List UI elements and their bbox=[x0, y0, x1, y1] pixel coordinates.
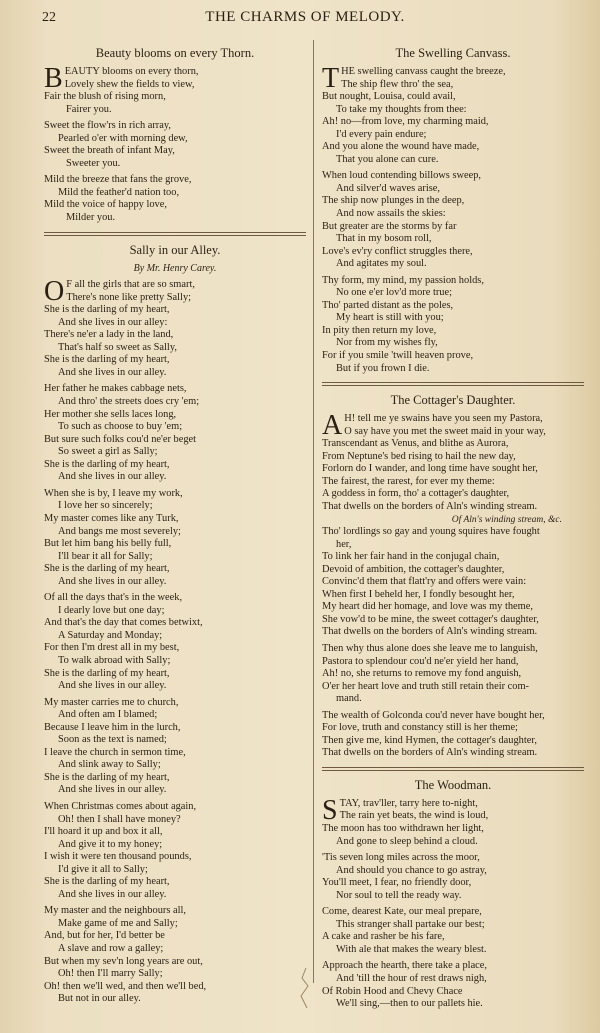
verse-line: And she lives in our alley. bbox=[58, 575, 167, 587]
verse-line: Pearled o'er with morning dew, bbox=[58, 132, 188, 144]
poem-title-swelling: The Swelling Canvass. bbox=[395, 46, 511, 60]
verse-line: O'er her heart love and truth still retain their com- bbox=[322, 680, 530, 692]
verse-line: I love her so sincerely; bbox=[58, 500, 153, 512]
verse-line: She is the darling of my heart, bbox=[44, 304, 170, 316]
verse-line: Sweeter you. bbox=[66, 157, 121, 169]
verse-line: Of all the days that's in the week, bbox=[44, 592, 183, 604]
verse-line: her, bbox=[336, 538, 352, 550]
verse-line: Her mother she sells laces long, bbox=[44, 408, 177, 420]
verse-line: And she lives in our alley. bbox=[58, 366, 167, 378]
verse-line: And you alone the wound have made, bbox=[322, 141, 480, 153]
verse-line: That's half so sweet as Sally, bbox=[58, 341, 177, 353]
verse-line: Nor from my wishes fly, bbox=[336, 337, 438, 349]
verse-line: And she lives in our alley. bbox=[58, 680, 167, 692]
verse-line: TAY, trav'ller, tarry here to-night, bbox=[339, 797, 478, 809]
verse-line: You'll meet, I fear, no friendly door, bbox=[322, 877, 472, 889]
verse-line: We'll sing,—then to our pallets hie. bbox=[336, 998, 483, 1010]
verse-line: To such as choose to buy 'em; bbox=[58, 421, 183, 433]
verse-line: To take my thoughts from thee: bbox=[336, 103, 467, 115]
verse-line: Sweet the flow'rs in rich array, bbox=[44, 120, 171, 132]
verse-line: My master and the neighbours all, bbox=[44, 905, 186, 917]
verse-line: Ah! no—from love, my charming maid, bbox=[322, 116, 489, 128]
verse-line: So sweet a girl as Sally; bbox=[58, 446, 158, 458]
verse-line: Mild the breeze that fans the grove, bbox=[44, 174, 192, 186]
verse-line: And she lives in our alley: bbox=[58, 316, 168, 328]
verse-line: I'll hoard it up and box it all, bbox=[44, 826, 163, 838]
verse-line: Then give me, kind Hymen, the cottager's daughter, bbox=[322, 734, 537, 746]
poem-title-woodman: The Woodman. bbox=[414, 777, 492, 792]
verse-line: And gone to sleep behind a cloud. bbox=[336, 835, 478, 847]
verse-line: I'll bear it all for Sally; bbox=[58, 550, 153, 562]
verse-line: That dwells on the borders of Aln's winding stream. bbox=[322, 500, 538, 512]
verse-line: My master comes like any Turk, bbox=[44, 512, 179, 524]
verse-line: And slink away to Sally; bbox=[58, 759, 161, 771]
verse-line: But sure such folks cou'd ne'er beget bbox=[44, 433, 197, 445]
verse-line: I'd give it all to Sally; bbox=[58, 863, 148, 875]
verse-line: But let him bang his belly full, bbox=[44, 538, 172, 550]
verse-line: And give it to my honey; bbox=[58, 838, 163, 850]
verse-line: A Saturday and Monday; bbox=[58, 629, 163, 641]
verse-line: That you alone can cure. bbox=[336, 153, 439, 165]
verse-line: Approach the hearth, there take a place, bbox=[322, 960, 488, 972]
verse-line: When loud contending billows sweep, bbox=[322, 170, 482, 182]
left-column bbox=[44, 40, 306, 1006]
section-divider bbox=[44, 232, 306, 236]
verse-line: And often am I blamed; bbox=[58, 709, 158, 721]
verse-line: For then I'm drest all in my best, bbox=[44, 642, 180, 654]
verse-line: To walk abroad with Sally; bbox=[58, 654, 171, 666]
verse-line: I wish it were ten thousand pounds, bbox=[44, 851, 192, 863]
verse-line: Then why thus alone does she leave me to languish, bbox=[322, 642, 538, 654]
verse-line: Mild the voice of happy love, bbox=[44, 199, 167, 211]
verse-line: She is the darling of my heart, bbox=[44, 667, 170, 679]
poem-title-beauty: Beauty blooms on every Thorn. bbox=[95, 46, 255, 60]
verse-line: When she is by, I leave my work, bbox=[44, 487, 183, 499]
verse-line: For if you smile 'twill heaven prove, bbox=[322, 350, 474, 362]
verse-line: But when my sev'n long years are out, bbox=[44, 955, 203, 967]
verse-line: F all the girls that are so smart, bbox=[66, 279, 195, 291]
section-divider bbox=[322, 767, 584, 771]
poem-title-sally: Sally in our Alley. bbox=[129, 242, 221, 257]
verse-line: Soon as the text is named; bbox=[58, 734, 167, 746]
verse-line: This stranger shall partake our best; bbox=[336, 918, 485, 930]
verse-line: The rain yet beats, the wind is loud, bbox=[339, 810, 489, 822]
verse-line: Lovely shew the fields to view, bbox=[64, 78, 195, 90]
verse-line: And she lives in our alley. bbox=[58, 784, 167, 796]
drop-cap: S bbox=[322, 797, 338, 823]
verse-line: Pastora to splendour cou'd ne'er yield her hand, bbox=[322, 655, 519, 667]
page-tear-mark bbox=[292, 968, 320, 1008]
verse-line: mand. bbox=[336, 693, 362, 705]
verse-line: And bangs me most severely; bbox=[58, 525, 181, 537]
verse-line: But nought, Louisa, could avail, bbox=[322, 91, 456, 103]
verse-line: Sweet the breath of infant May, bbox=[44, 145, 175, 157]
verse-line: H! tell me ye swains have you seen my Pastora, bbox=[344, 413, 543, 425]
verse-line: Oh! then I shall have money? bbox=[58, 813, 181, 825]
verse-line: And, but for her, I'd better be bbox=[44, 930, 165, 942]
verse-line: The wealth of Golconda cou'd never have bought her, bbox=[322, 709, 545, 721]
verse-line: She is the darling of my heart, bbox=[44, 458, 170, 470]
verse-line: And silver'd waves arise, bbox=[336, 182, 441, 194]
refrain-citation: Of Aln's winding stream, &c. bbox=[451, 514, 562, 525]
verse-line: The ship flew thro' the sea, bbox=[341, 78, 454, 90]
verse-line: Oh! then we'll wed, and then we'll bed, bbox=[44, 980, 207, 992]
column-divider bbox=[313, 40, 314, 983]
verse-line: But if you frown I die. bbox=[336, 362, 430, 374]
verse-line: Convinc'd them that flatt'ry and offers were vain: bbox=[322, 576, 527, 588]
verse-line: No one e'er lov'd more true; bbox=[336, 287, 452, 299]
verse-line: A goddess in form, tho' a cottager's daughter, bbox=[322, 488, 510, 500]
verse-line: She is the darling of my heart, bbox=[44, 354, 170, 366]
verse-line: Tho' lordlings so gay and young squires have fought bbox=[322, 526, 540, 538]
verse-line: A cake and rasher be his fare, bbox=[322, 931, 445, 943]
verse-line: But greater are the storms by far bbox=[322, 220, 457, 232]
verse-line: There's ne'er a lady in the land, bbox=[44, 329, 174, 341]
verse-line: I leave the church in sermon time, bbox=[44, 746, 186, 758]
verse-line: HE swelling canvass caught the breeze, bbox=[341, 66, 506, 77]
verse-line: That in my bosom roll, bbox=[336, 233, 432, 245]
poem-author: By Mr. Henry Carey. bbox=[133, 262, 217, 274]
drop-cap: O bbox=[44, 279, 65, 305]
verse-line: And she lives in our alley. bbox=[58, 471, 167, 483]
page-number: 22 bbox=[42, 10, 56, 25]
verse-line: When first I beheld her, I fondly besought her, bbox=[322, 588, 515, 600]
verse-line: She vow'd to be mine, the sweet cottager's daughter, bbox=[322, 613, 539, 625]
verse-line: She is the darling of my heart, bbox=[44, 876, 170, 888]
verse-line: And agitates my soul. bbox=[336, 258, 427, 270]
verse-line: The moon has too withdrawn her light, bbox=[322, 822, 484, 834]
verse-line: And she lives in our alley. bbox=[58, 888, 167, 900]
verse-line: Her father he makes cabbage nets, bbox=[44, 383, 187, 395]
verse-line: My heart is still with you; bbox=[336, 312, 444, 324]
running-title: THE CHARMS OF MELODY. bbox=[205, 9, 405, 25]
section-divider bbox=[322, 382, 584, 386]
verse-line: And should you chance to go astray, bbox=[336, 864, 487, 876]
verse-line: Of Robin Hood and Chevy Chace bbox=[322, 985, 463, 997]
verse-line: My heart did her homage, and love was my theme, bbox=[322, 601, 533, 613]
verse-line: Come, dearest Kate, our meal prepare, bbox=[322, 906, 482, 918]
drop-cap: B bbox=[44, 66, 63, 92]
verse-line: From Neptune's bed rising to hail the new day, bbox=[322, 450, 516, 462]
verse-line: To link her fair hand in the conjugal chain, bbox=[322, 551, 500, 563]
verse-line: For love, truth and constancy still is her theme; bbox=[322, 722, 518, 734]
verse-line: Mild the feather'd nation too, bbox=[58, 186, 180, 198]
verse-line: And thro' the streets does cry 'em; bbox=[58, 396, 200, 408]
verse-line: With ale that makes the weary blest. bbox=[336, 943, 487, 955]
verse-line: Ah! no, she returns to remove my fond anguish, bbox=[322, 668, 522, 680]
verse-line: Tho' parted distant as the poles, bbox=[322, 299, 454, 311]
verse-line: Transcendant as Venus, and blithe as Aurora, bbox=[322, 438, 509, 450]
verse-line: And now assails the skies: bbox=[336, 208, 446, 220]
verse-line: Thy form, my mind, my passion holds, bbox=[322, 274, 484, 286]
verse-line: A slave and row a galley; bbox=[58, 943, 164, 954]
verse-line: Oh! then I'll marry Sally; bbox=[58, 968, 163, 980]
verse-line: EAUTY blooms on every thorn, bbox=[64, 66, 199, 77]
page-header bbox=[30, 6, 580, 28]
poem-title-cottager: The Cottager's Daughter. bbox=[390, 393, 516, 408]
verse-line: Fair the blush of rising morn, bbox=[44, 91, 166, 103]
verse-line: But not in our alley. bbox=[58, 993, 141, 1005]
verse-line: And that's the day that comes betwixt, bbox=[44, 617, 203, 629]
verse-line: I'd every pain endure; bbox=[336, 128, 427, 140]
verse-line: Forlorn do I wander, and long time have sought her, bbox=[322, 463, 538, 475]
right-column bbox=[322, 40, 584, 1011]
verse-line: That dwells on the borders of Aln's winding stream. bbox=[322, 747, 538, 759]
verse-line: Because I leave him in the lurch, bbox=[44, 721, 181, 733]
verse-line: There's none like pretty Sally; bbox=[66, 291, 192, 303]
verse-line: The ship now plunges in the deep, bbox=[322, 195, 465, 207]
verse-line: She is the darling of my heart, bbox=[44, 771, 170, 783]
verse-line: She is the darling of my heart, bbox=[44, 563, 170, 575]
verse-line: I dearly love but one day; bbox=[58, 604, 165, 616]
verse-line: And 'till the hour of rest draws nigh, bbox=[336, 973, 487, 984]
verse-line: Fairer you. bbox=[66, 103, 112, 115]
verse-line: Nor soul to tell the ready way. bbox=[336, 889, 462, 901]
verse-line: My master carries me to church, bbox=[44, 696, 179, 708]
verse-line: Make game of me and Sally; bbox=[58, 917, 178, 929]
verse-line: 'Tis seven long miles across the moor, bbox=[322, 852, 480, 864]
verse-line: In pity then return my love, bbox=[322, 324, 437, 336]
drop-cap: T bbox=[322, 66, 340, 92]
verse-line: The fairest, the rarest, for ever my theme: bbox=[322, 475, 495, 487]
verse-line: When Christmas comes about again, bbox=[44, 800, 197, 812]
drop-cap: A bbox=[322, 413, 343, 439]
verse-line: That dwells on the borders of Aln's winding stream. bbox=[322, 626, 538, 638]
verse-line: Devoid of ambition, the cottager's daughter, bbox=[322, 563, 505, 575]
verse-line: O say have you met the sweet maid in your way, bbox=[344, 425, 546, 437]
verse-line: Milder you. bbox=[66, 212, 116, 224]
verse-line: Love's ev'ry conflict struggles there, bbox=[322, 245, 473, 257]
